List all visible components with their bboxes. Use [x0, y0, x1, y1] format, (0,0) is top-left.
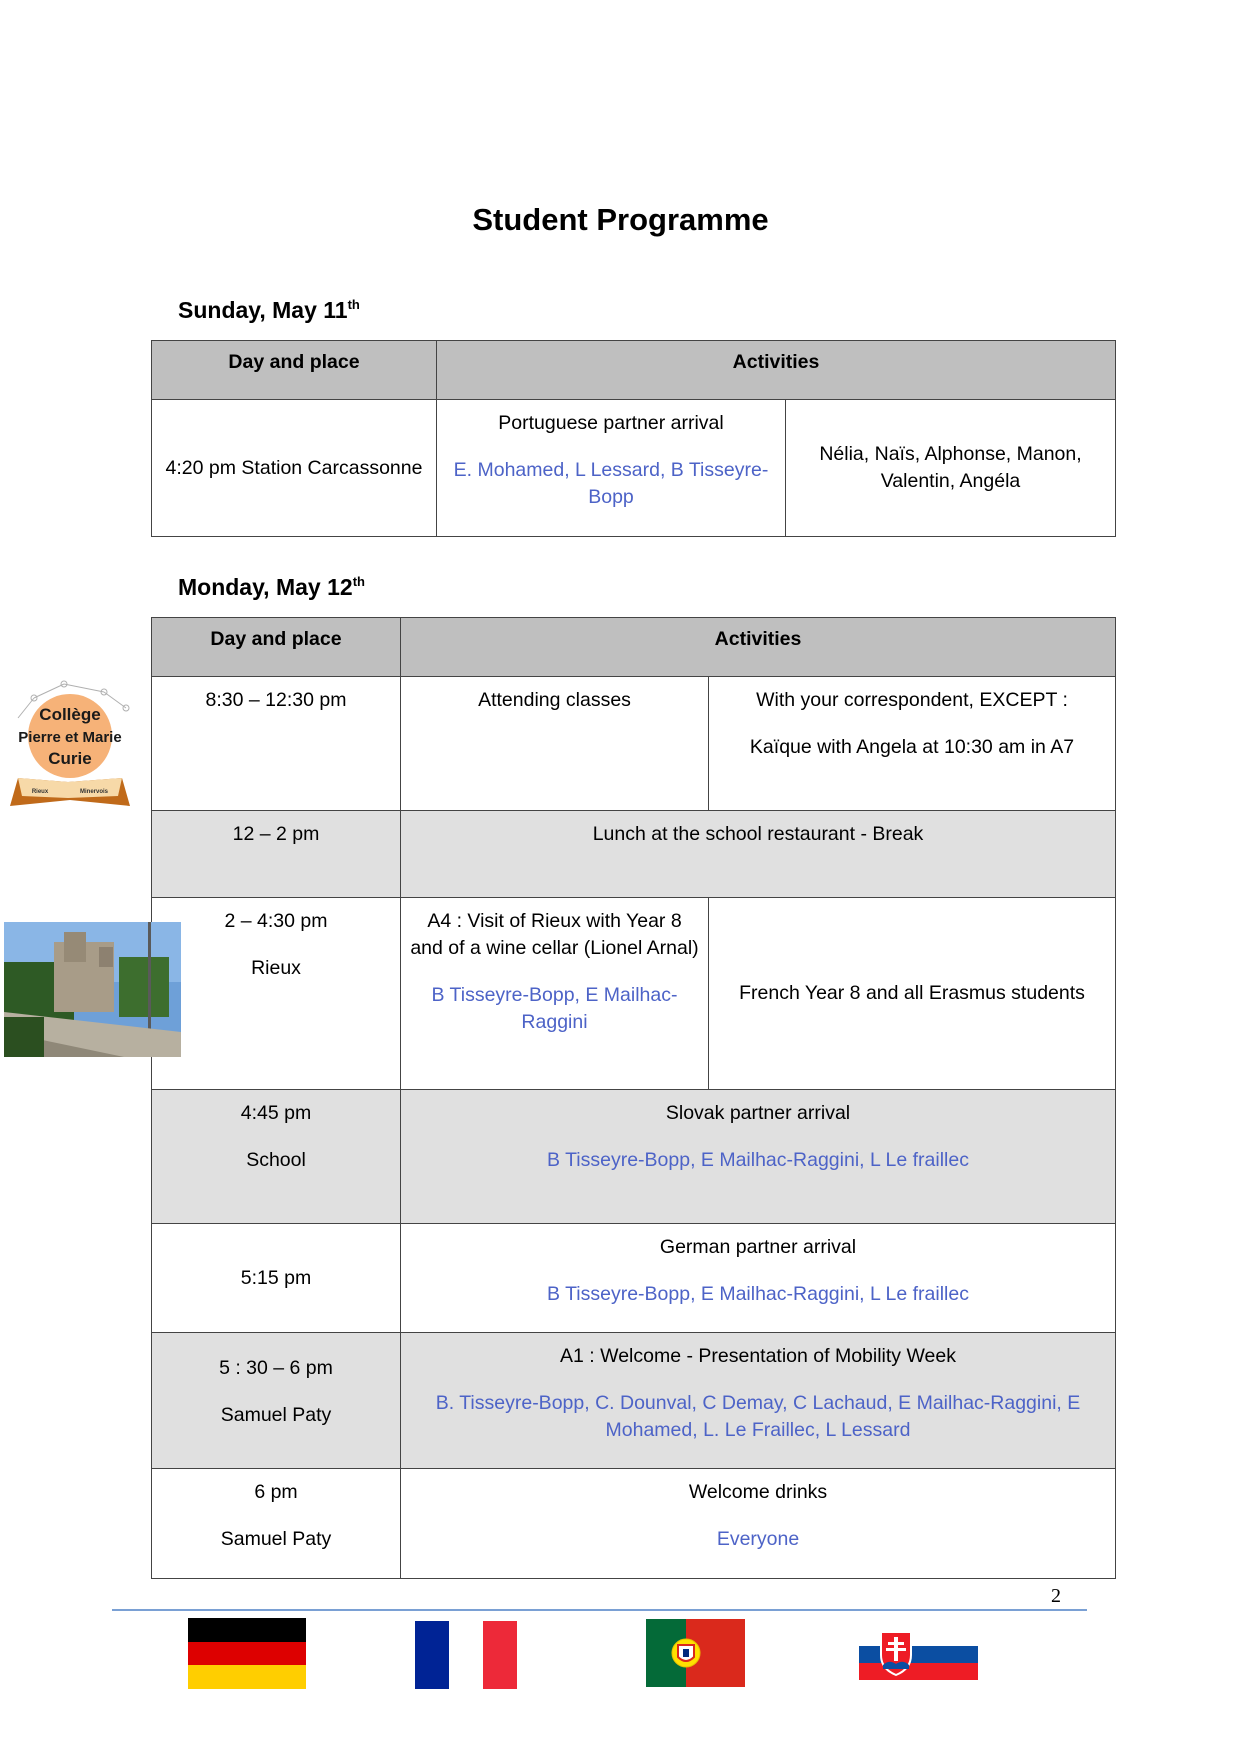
time-cell	[152, 898, 401, 1090]
table-row	[152, 677, 1116, 811]
header-day-place: Day and place	[152, 341, 437, 400]
table-row	[152, 1224, 1116, 1333]
svg-text:Pierre et Marie: Pierre et Marie	[18, 729, 122, 746]
svg-text:Rieux: Rieux	[31, 789, 49, 795]
activity-cell: Lunch at the school restaurant - Break	[401, 811, 1116, 898]
activity-text: Portuguese partner arrival	[498, 412, 724, 434]
note-text: Kaïque with Angela at 10:30 am in A7	[749, 736, 1075, 758]
footer-divider	[112, 1609, 1087, 1611]
time-text: 4:45 pm	[240, 1102, 312, 1124]
activity-cell	[437, 400, 786, 537]
table-header-row	[152, 618, 1116, 677]
header-activities: Activities	[401, 618, 1116, 677]
activity-cell	[401, 1469, 1116, 1579]
note-cell	[709, 677, 1116, 811]
activity-text: A1 : Welcome - Presentation of Mobility Week	[560, 1345, 956, 1367]
table-row	[152, 1469, 1116, 1579]
rieux-photo	[4, 922, 181, 1057]
time-cell	[152, 1333, 401, 1469]
svg-text:Minervois: Minervois	[79, 789, 109, 795]
activity-cell	[401, 898, 709, 1090]
activity-text: Welcome drinks	[688, 1481, 828, 1503]
activity-text: Slovak partner arrival	[665, 1102, 851, 1124]
header-activities: Activities	[437, 341, 1116, 400]
staff-text: Everyone	[716, 1528, 800, 1550]
table-header-row	[152, 341, 1116, 400]
svg-text:Curie: Curie	[48, 749, 92, 768]
table-row	[152, 898, 1116, 1090]
time-text: 5 : 30 – 6 pm	[219, 1357, 333, 1379]
students-cell: Nélia, Naïs, Alphonse, Manon, Valentin, Angéla	[786, 400, 1116, 537]
note-text: With your correspondent, EXCEPT :	[756, 689, 1068, 711]
participants-cell: French Year 8 and all Erasmus students	[709, 898, 1116, 1090]
table-row	[152, 400, 1116, 537]
activity-cell	[401, 1090, 1116, 1224]
time-cell: 5:15 pm	[152, 1224, 401, 1333]
time-text: 2 – 4:30 pm	[224, 910, 328, 932]
staff-text: E. Mohamed, L Lessard, B Tisseyre-Bopp	[453, 459, 769, 508]
staff-text: B Tisseyre-Bopp, E Mailhac-Raggini, L Le fraillec	[547, 1149, 969, 1171]
staff-text: B Tisseyre-Bopp, E Mailhac-Raggini, L Le fraillec	[547, 1283, 969, 1305]
staff-text: B Tisseyre-Bopp, E Mailhac-Raggini	[431, 984, 678, 1033]
time-text: 6 pm	[254, 1481, 298, 1503]
place-text: Samuel Paty	[220, 1404, 332, 1426]
france-flag	[415, 1621, 517, 1689]
activity-cell: Attending classes	[401, 677, 709, 811]
sunday-heading: Sunday, May 11th	[178, 297, 360, 323]
time-cell	[152, 1090, 401, 1224]
activity-cell	[401, 1224, 1116, 1333]
time-cell	[152, 1469, 401, 1579]
staff-text: B. Tisseyre-Bopp, C. Dounval, C Demay, C Lachaud, E Mailhac-Raggini, E Mohamed, L. Le Fraillec, L Lessard	[435, 1392, 1081, 1441]
activity-text: German partner arrival	[659, 1236, 857, 1258]
activity-cell	[401, 1333, 1116, 1469]
school-logo	[4, 678, 136, 810]
svg-text:Collège: Collège	[39, 705, 101, 724]
time-cell: 4:20 pm Station Carcassonne	[152, 400, 437, 537]
sunday-table	[151, 340, 1116, 537]
page-title: Student Programme	[472, 202, 769, 237]
monday-table	[151, 617, 1116, 1579]
slovakia-flag	[859, 1629, 978, 1680]
germany-flag	[188, 1618, 306, 1689]
monday-heading: Monday, May 12th	[178, 574, 365, 600]
table-row	[152, 811, 1116, 898]
header-day-place: Day and place	[152, 618, 401, 677]
place-text: School	[246, 1149, 306, 1171]
time-cell: 12 – 2 pm	[152, 811, 401, 898]
place-text: Rieux	[251, 957, 301, 979]
activity-text: A4 : Visit of Rieux with Year 8 and of a wine cellar (Lionel Arnal)	[410, 910, 699, 959]
table-row	[152, 1090, 1116, 1224]
time-cell: 8:30 – 12:30 pm	[152, 677, 401, 811]
place-text: Samuel Paty	[220, 1528, 332, 1550]
page-number: 2	[1051, 1585, 1061, 1607]
portugal-flag	[646, 1619, 745, 1687]
table-row	[152, 1333, 1116, 1469]
